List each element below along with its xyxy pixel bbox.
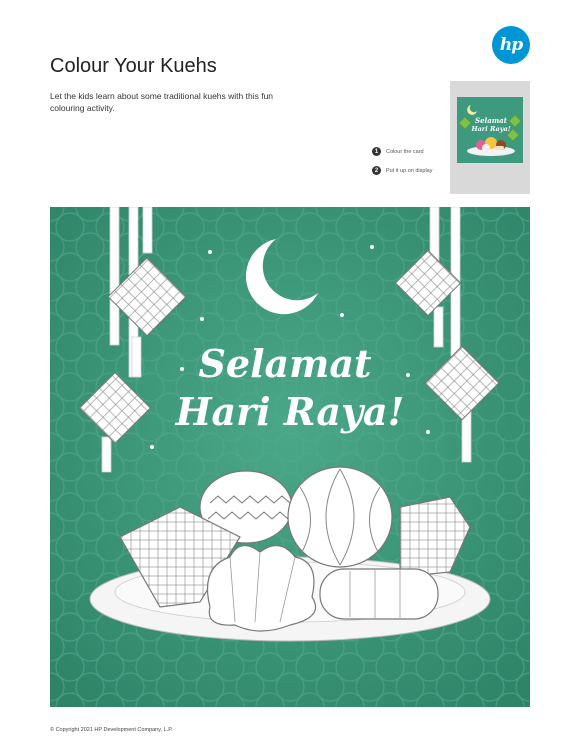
kueh-rolled xyxy=(320,569,438,619)
colouring-artwork xyxy=(50,207,530,707)
page-description: Let the kids learn about some traditional kuehs with this fun colouring activity. xyxy=(50,91,274,113)
greeting-line1: Selamat xyxy=(198,341,372,386)
copyright-text: © Copyright 2021 HP Development Company, L.P. xyxy=(50,727,173,733)
step-item xyxy=(372,165,432,176)
step-label: Put it up on display xyxy=(386,167,433,174)
page-title: Colour Your Kuehs xyxy=(50,55,217,77)
preview-greeting-line2: Hari Raya! xyxy=(471,125,511,133)
step-item xyxy=(372,146,432,157)
preview-card xyxy=(457,97,523,163)
greeting-line2: Hari Raya! xyxy=(175,389,405,434)
kueh-round-segmented xyxy=(288,467,392,567)
preview-greeting-line1: Selamat xyxy=(475,116,507,125)
steps-list xyxy=(372,146,432,184)
step-label: Colour the card xyxy=(386,148,424,155)
preview-thumbnail xyxy=(450,81,530,194)
step-number-badge: 2 xyxy=(372,166,381,175)
artwork-svg xyxy=(50,207,530,707)
hp-logo xyxy=(492,26,530,64)
step-number-badge: 1 xyxy=(372,147,381,156)
preview-illustration xyxy=(457,97,523,163)
hp-logo-text: hp xyxy=(499,35,523,55)
